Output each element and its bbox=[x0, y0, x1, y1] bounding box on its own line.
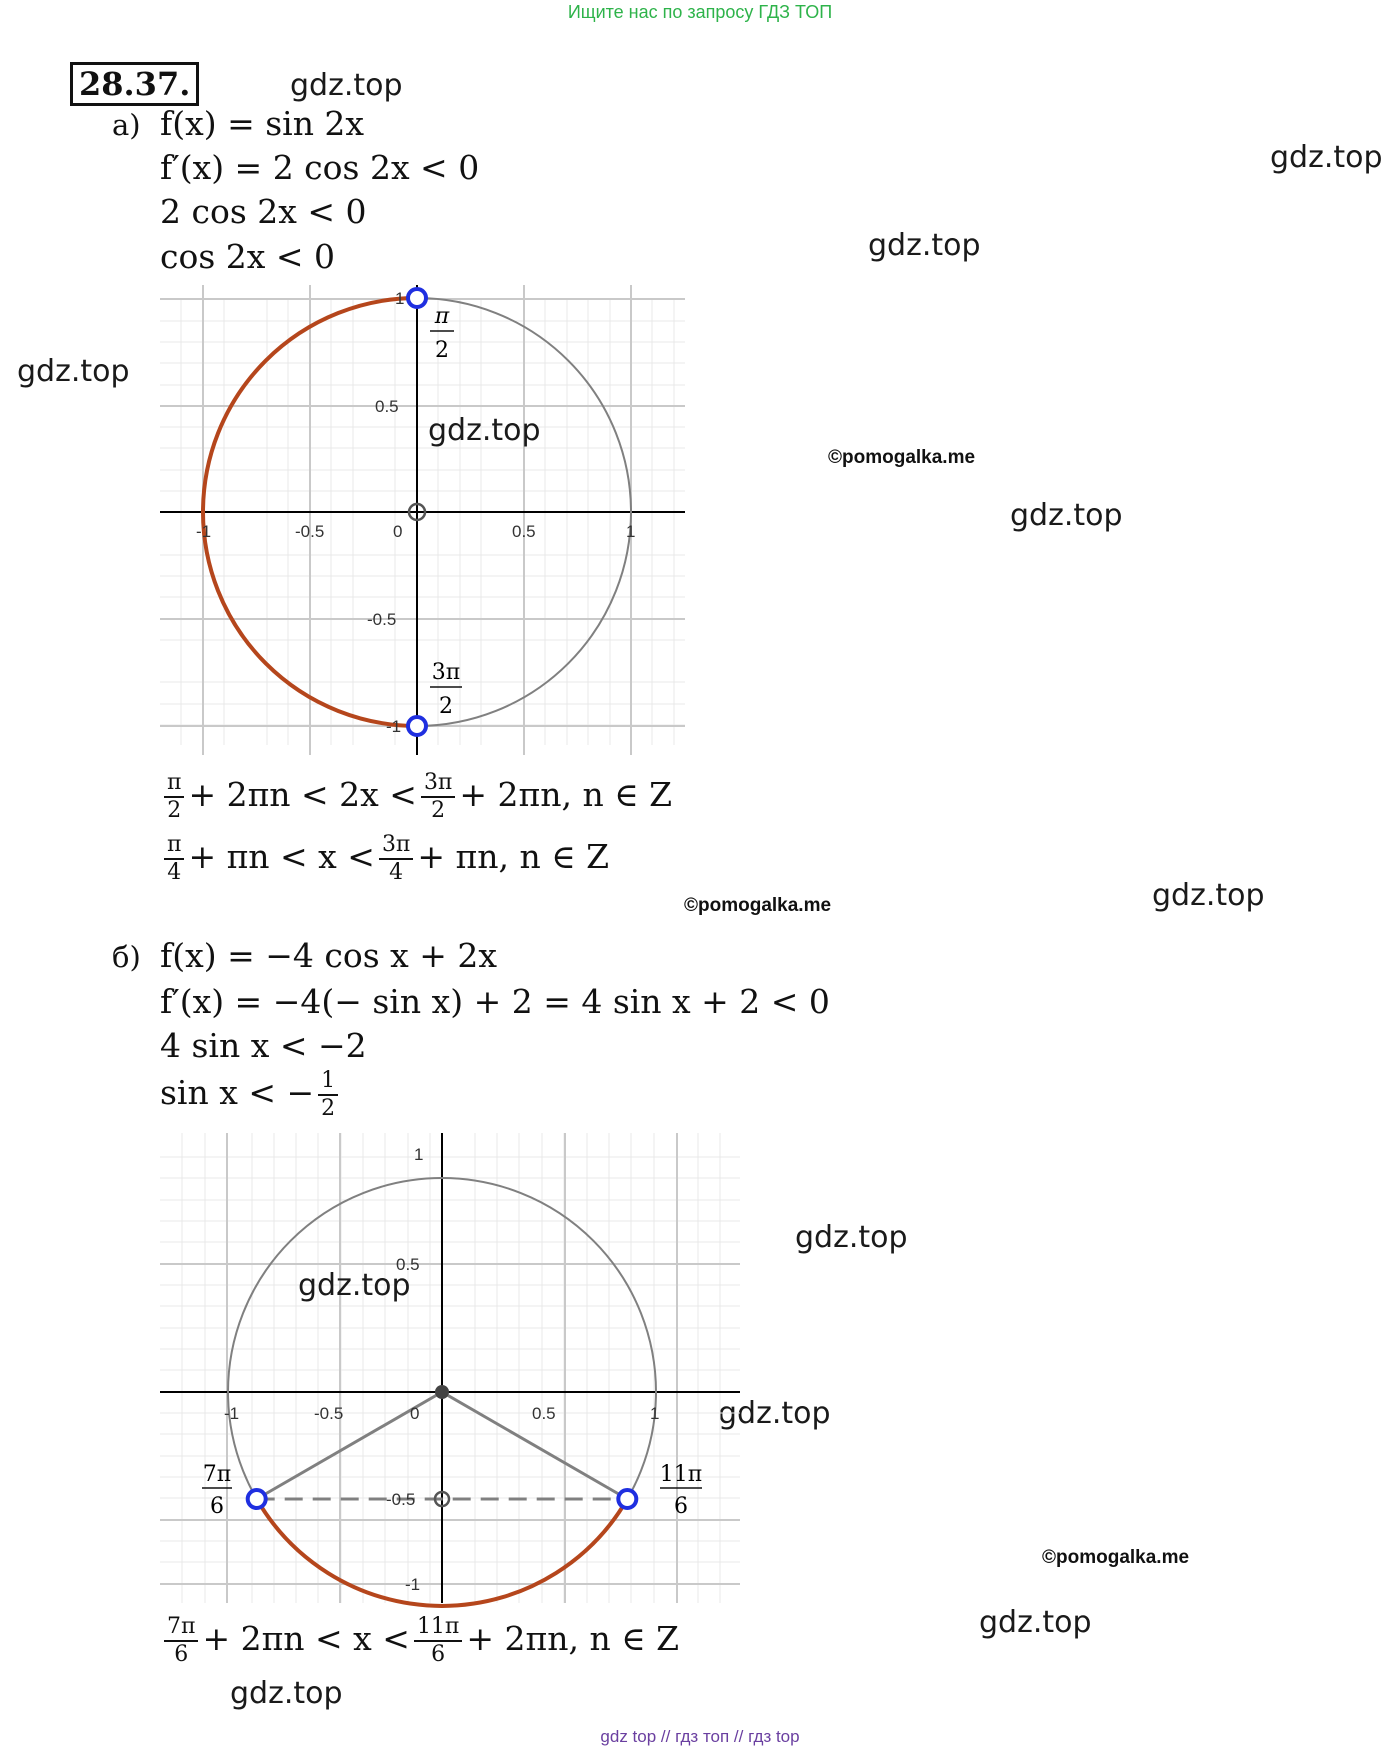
watermark-pomogalka: ©pomogalka.me bbox=[684, 895, 832, 916]
svg-text:2: 2 bbox=[435, 338, 449, 363]
svg-text:7π: 7π bbox=[202, 1462, 232, 1487]
watermark-pomogalka: ©pomogalka.me bbox=[828, 447, 976, 468]
svg-text:2: 2 bbox=[439, 694, 453, 719]
watermark-gdz: gdz.top bbox=[428, 413, 541, 448]
unit-circle-plot-a bbox=[160, 280, 685, 760]
tick-label: 1 bbox=[414, 1145, 424, 1164]
tick-label: -0.5 bbox=[295, 522, 325, 541]
tick-label: -1 bbox=[405, 1575, 421, 1594]
watermark-pomogalka: ©pomogalka.me bbox=[1042, 1547, 1190, 1568]
part-a-line-1: f(x) = sin 2x bbox=[160, 104, 365, 143]
tick-label: -0.5 bbox=[314, 1404, 344, 1423]
part-a-label: а) bbox=[112, 108, 141, 142]
tick-label: 1 bbox=[626, 522, 636, 541]
watermark-gdz: gdz.top bbox=[718, 1396, 831, 1431]
svg-text:3π: 3π bbox=[431, 660, 461, 685]
tick-label: 0.5 bbox=[532, 1404, 556, 1423]
label-3pi-over-2 bbox=[430, 660, 462, 719]
svg-text:6: 6 bbox=[674, 1494, 688, 1519]
svg-text:6: 6 bbox=[210, 1494, 224, 1519]
part-a-line-2: f′(x) = 2 cos 2x < 0 bbox=[160, 148, 480, 187]
watermark-gdz: gdz.top bbox=[1152, 878, 1265, 913]
point-pi-over-2 bbox=[408, 289, 426, 307]
tick-label: 0.5 bbox=[512, 522, 536, 541]
tick-label: -1 bbox=[224, 1404, 240, 1423]
top-banner: Ищите нас по запросу ГДЗ ТОП bbox=[567, 2, 833, 22]
tick-label: -1 bbox=[196, 522, 212, 541]
tick-label: -1 bbox=[386, 717, 402, 736]
watermark-gdz: gdz.top bbox=[795, 1220, 908, 1255]
part-b-solution: $\frac{7\pi}{6}$ + 2πn < x < $\frac{11\pi}{6}$ + 2πn, n ∈ Z bbox=[160, 1614, 679, 1668]
svg-text:11π: 11π bbox=[659, 1462, 703, 1487]
watermark-gdz: gdz.top bbox=[290, 68, 403, 103]
tick-label: 0.5 bbox=[396, 1255, 420, 1274]
part-b-line-4: sin x < − $\frac{1}{2}$ bbox=[160, 1068, 342, 1122]
svg-text:π: π bbox=[434, 304, 450, 329]
watermark-gdz: gdz.top bbox=[1270, 140, 1383, 175]
part-a-line-4: cos 2x < 0 bbox=[160, 237, 336, 276]
watermark-gdz: gdz.top bbox=[868, 228, 981, 263]
tick-label: -0.5 bbox=[367, 610, 397, 629]
tick-label: 0 bbox=[393, 522, 403, 541]
part-a-solution-1: $\frac{\pi}{2}$ + 2πn < 2x < $\frac{3\pi}{2}$ + 2πn, n ∈ Z bbox=[160, 770, 672, 824]
point-7pi-over-6 bbox=[248, 1490, 266, 1508]
part-b-label: б) bbox=[112, 940, 141, 974]
watermark-gdz: gdz.top bbox=[1010, 498, 1123, 533]
watermark-gdz: gdz.top bbox=[230, 1676, 343, 1711]
tick-label: 0.5 bbox=[375, 397, 399, 416]
tick-label: 1 bbox=[395, 289, 405, 308]
tick-label: -0.5 bbox=[386, 1490, 416, 1509]
tick-label: 0 bbox=[410, 1404, 420, 1423]
tick-label: 1 bbox=[650, 1404, 660, 1423]
part-b-line-2: f′(x) = −4(− sin x) + 2 = 4 sin x + 2 < 0 bbox=[160, 982, 830, 1021]
point-11pi-over-6 bbox=[618, 1490, 636, 1508]
label-11pi-over-6 bbox=[660, 1462, 702, 1519]
watermark-gdz: gdz.top bbox=[17, 354, 130, 389]
unit-circle-plot-b bbox=[160, 1128, 740, 1608]
footer-links[interactable]: gdz top // гдз топ // гдз top bbox=[600, 1727, 800, 1746]
label-pi-over-2 bbox=[430, 304, 454, 363]
problem-number: 28.37. bbox=[70, 62, 199, 106]
watermark-gdz: gdz.top bbox=[298, 1268, 411, 1303]
watermark-gdz: gdz.top bbox=[979, 1605, 1092, 1640]
part-b-line-1: f(x) = −4 cos x + 2x bbox=[160, 936, 497, 975]
part-a-solution-2: $\frac{\pi}{4}$ + πn < x < $\frac{3\pi}{4}$ + πn, n ∈ Z bbox=[160, 832, 609, 886]
point-3pi-over-2 bbox=[408, 717, 426, 735]
part-b-line-3: 4 sin x < −2 bbox=[160, 1026, 367, 1065]
part-a-line-3: 2 cos 2x < 0 bbox=[160, 192, 367, 231]
